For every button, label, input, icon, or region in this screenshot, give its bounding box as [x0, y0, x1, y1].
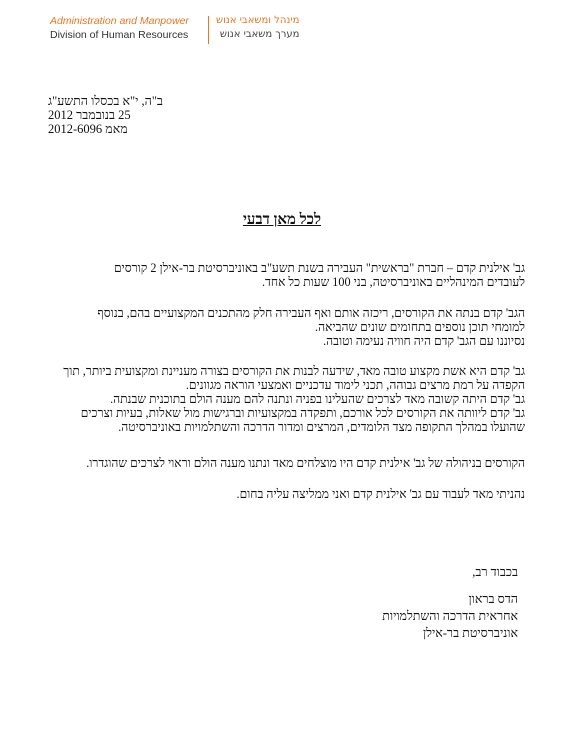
reference-number: מאמ 2012-6096: [48, 122, 128, 136]
paragraph-line: גב' קדם ליוותה את הקורסים לכל אורכם, ותפקדה במקצועיות וברגישות מול שאלות, בעיות וצרכים: [80, 406, 525, 420]
signer-organization: אוניברסיטת בר-אילן: [422, 626, 518, 640]
paragraph-4: [40, 456, 525, 470]
letterhead-hebrew: [216, 14, 299, 42]
paragraph-line: הקורסים בניהולה של גב' אילנית קדם היו מוצלחים מאד ונתנו מענה הולם וראוי לצרכים שהוגדרו.: [86, 456, 525, 470]
letterhead-english: [50, 14, 189, 42]
paragraph-1: [40, 261, 525, 289]
paragraph-line: גב' אילנית קדם – חברת "בראשית" העבירה בשנת תשע"ב באוניברסיטת בר-אילן 2 קורסים: [113, 261, 525, 275]
paragraph-line: הגב' קדם בנתה את הקורסים, ריכזה אותם ואף העבירה חלק מהתכנים המקצועיים בהם, בנוסף: [97, 306, 525, 320]
paragraph-line: לעובדים המינהליים באוניברסיטה, בני 100 שעות כל אחד.: [261, 275, 525, 289]
letterhead-en-line2: Division of Human Resources: [50, 29, 189, 41]
signer-name: הדס בראון: [468, 592, 518, 606]
date-block: [48, 94, 163, 136]
paragraph-line: הקפדה על רמת מרצים גבוהה, תכני לימוד עדכניים ואמצעי הוראה מגוונים.: [185, 378, 525, 392]
paragraph-2: [40, 306, 525, 348]
paragraph-line: נסיוננו עם הגב' קדם היה חוויה נעימה וטובה.: [323, 334, 525, 348]
paragraph-line: למומחי תוכן נוספים בתחומים שונים שהביאה.: [315, 320, 525, 334]
paragraph-line: נהניתי מאד לעבוד עם גב' אילנית קדם ואני ממליצה עליה בחום.: [236, 487, 525, 501]
paragraph-5: [40, 487, 525, 501]
paragraph-3: [40, 364, 525, 434]
letterhead-he-line1: מינהל ומשאבי אנוש: [216, 15, 300, 26]
letterhead-he-line2: מערך משאבי אנוש: [219, 29, 300, 40]
hebrew-date: ב"ה, י"א בכסלו התשע"ג: [48, 94, 163, 108]
signer-role: אחראית הדרכה והשתלמויות: [382, 609, 518, 623]
signature-block: [218, 564, 518, 642]
letter-title: לכל מאן דבעי: [242, 212, 322, 228]
paragraph-line: גב' קדם היתה קשובה מאד לצרכים שהעלינו בפניה ונתנה להם מענה הולם בתוכנית שבנתה.: [110, 392, 525, 406]
paragraph-line: שהועלו במהלך התקופה מצד הלומדים, המרצים ומדור הדרכה והשתלמויות באוניברסיטה.: [118, 420, 525, 434]
gregorian-date: 25 בנובמבר 2012: [48, 108, 131, 122]
letterhead-separator: [208, 16, 209, 44]
closing: בכבוד רב,: [472, 565, 518, 579]
letterhead-en-line1: Administration and Manpower: [50, 15, 189, 27]
paragraph-line: גב' קדם היא אשת מקצוע טובה מאד, שידעה לבנות את הקורסים בצורה מעניינת ומקצועית ביותר, תוך: [63, 364, 525, 378]
